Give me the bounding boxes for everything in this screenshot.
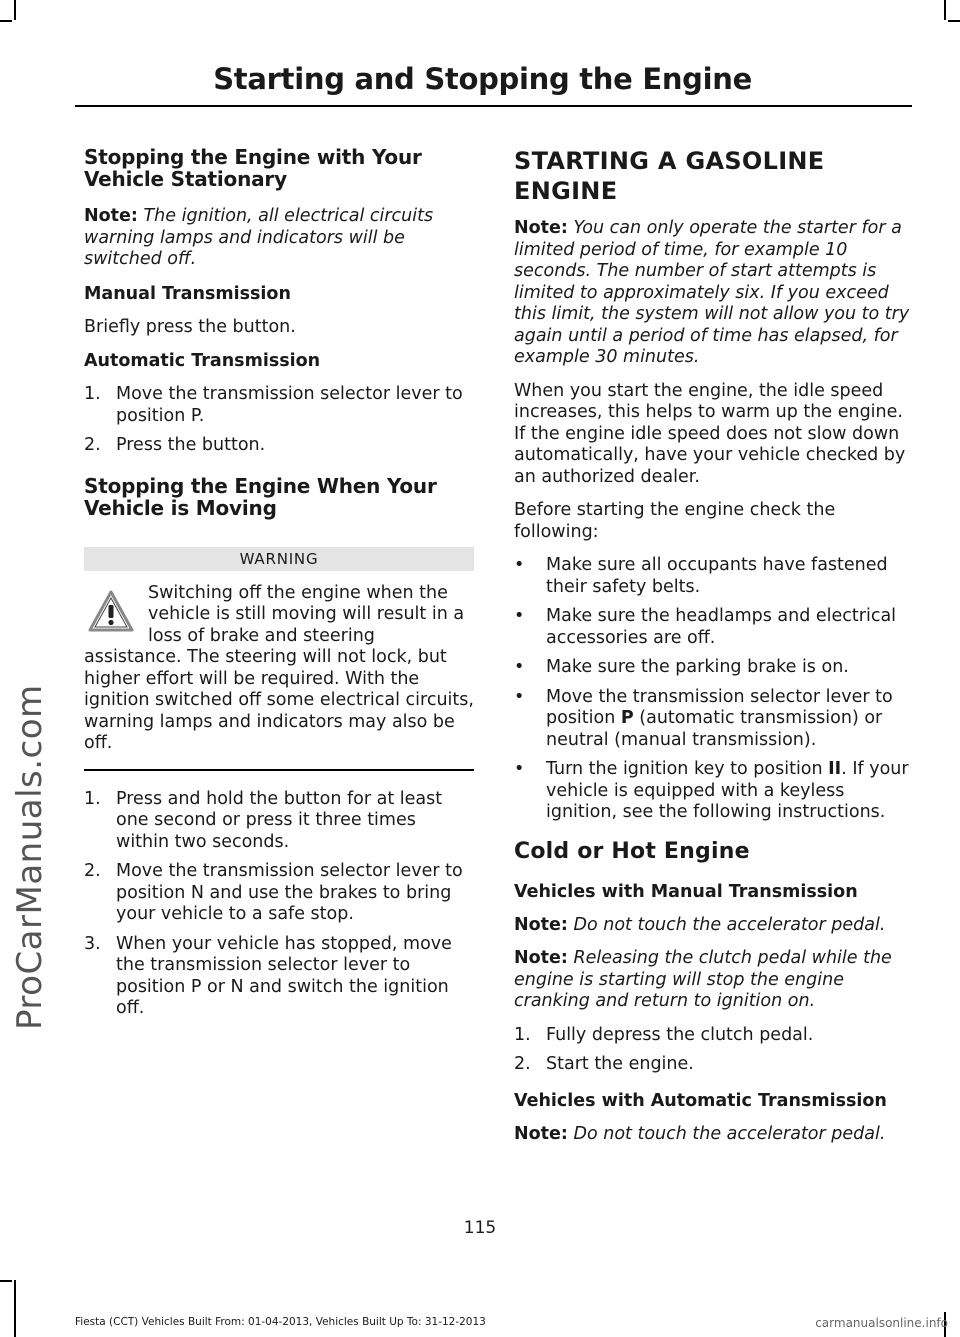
side-watermark: ProCarManuals.com	[10, 684, 50, 1030]
heading-stationary: Stopping the Engine with Your Vehicle Stationary	[84, 145, 422, 191]
check-list	[514, 555, 910, 824]
list-item: • Make sure the headlamps and electrical accessories are off.	[514, 606, 897, 648]
before-text: Before starting the engine check the following:	[514, 500, 836, 542]
heading-vehicles-manual: Vehicles with Manual Transmission	[514, 881, 858, 902]
manual-steps	[514, 1025, 910, 1076]
crop-mark	[0, 20, 12, 22]
left-column	[84, 146, 474, 1032]
list-item: 2. Press the button.	[84, 435, 266, 455]
header-rule	[75, 105, 912, 107]
warning-bar: WARNING	[84, 547, 474, 571]
note-starter: Note: You can only operate the starter for a limited period of time, for example 10 seconds. The number of start attempts is limited to approximately six. If you exceed this limit, the system will not allow you to try again until a period of time has elapsed, for example 30 minutes.	[514, 218, 910, 367]
list-item: 1. Press and hold the button for at least one second or press it three times within two seconds.	[84, 788, 443, 852]
heading-moving: Stopping the Engine When Your Vehicle is Moving	[84, 473, 437, 520]
list-item: • Make sure all occupants have fastened their safety belts.	[514, 555, 888, 597]
warning-triangle-icon	[88, 589, 134, 633]
manual-text: Briefly press the button.	[84, 316, 296, 337]
note-accelerator-auto: Note: Do not touch the accelerator pedal.	[514, 1123, 886, 1144]
idle-text: When you start the engine, the idle speed increases, this helps to warm up the engine. If the engine idle speed does not slow down automatically, have your vehicle checked by an authorized dealer.	[514, 380, 906, 487]
auto-steps	[84, 384, 474, 457]
heading-vehicles-automatic: Vehicles with Automatic Transmission	[514, 1090, 887, 1111]
list-item: 1. Fully depress the clutch pedal.	[514, 1024, 814, 1045]
warning-rule	[84, 769, 474, 771]
crop-mark	[948, 20, 960, 22]
crop-mark	[14, 1280, 16, 1337]
heading-cold-hot: Cold or Hot Engine	[514, 838, 750, 864]
page-number: 115	[463, 1218, 497, 1238]
list-item: • Make sure the parking brake is on.	[514, 657, 849, 677]
heading-gasoline-engine: STARTING A GASOLINE ENGINE	[514, 147, 825, 205]
crop-mark	[0, 1280, 12, 1282]
crop-mark	[944, 0, 946, 20]
warning-body: Switching off the engine when the vehicle is still moving will result in a loss of brake and steering assistance. The steering will not lock, but higher effort will be required. With the ignition switched off some electrical circuits, warning lamps and indicators may also be off.	[84, 582, 474, 753]
list-item: 1. Move the transmission selector lever to position P.	[84, 384, 463, 426]
heading-automatic-transmission: Automatic Transmission	[84, 351, 321, 371]
list-item: 2. Start the engine.	[514, 1054, 694, 1074]
heading-manual-transmission: Manual Transmission	[84, 283, 291, 304]
crop-mark	[14, 0, 16, 20]
right-column	[514, 146, 910, 1157]
bottom-watermark: carmanualsonline.info	[815, 1316, 948, 1330]
list-item: 2. Move the transmission selector lever to position N and use the brakes to bring your vehicle to a safe stop.	[84, 861, 463, 924]
page-title: Starting and Stopping the Engine	[213, 62, 752, 96]
moving-steps	[84, 789, 474, 1020]
note-clutch: Note: Releasing the clutch pedal while the engine is starting will stop the engine cranking and return to ignition on.	[514, 948, 892, 1011]
note-ignition: Note: The ignition, all electrical circuits warning lamps and indicators will be switched off.	[84, 206, 434, 269]
note-accelerator: Note: Do not touch the accelerator pedal.	[514, 914, 886, 935]
footer-text: Fiesta (CCT) Vehicles Built From: 01-04-2013, Vehicles Built Up To: 31-12-2013	[75, 1316, 486, 1328]
list-item: • Move the transmission selector lever to position P (automatic transmission) or neutral (manual transmission).	[514, 686, 893, 750]
list-item: • Turn the ignition key to position II. If your vehicle is equipped with a keyless ignition, see the following instructions.	[514, 759, 909, 822]
list-item: 3. When your vehicle has stopped, move the transmission selector lever to position P or N and switch the ignition off.	[84, 933, 452, 1018]
